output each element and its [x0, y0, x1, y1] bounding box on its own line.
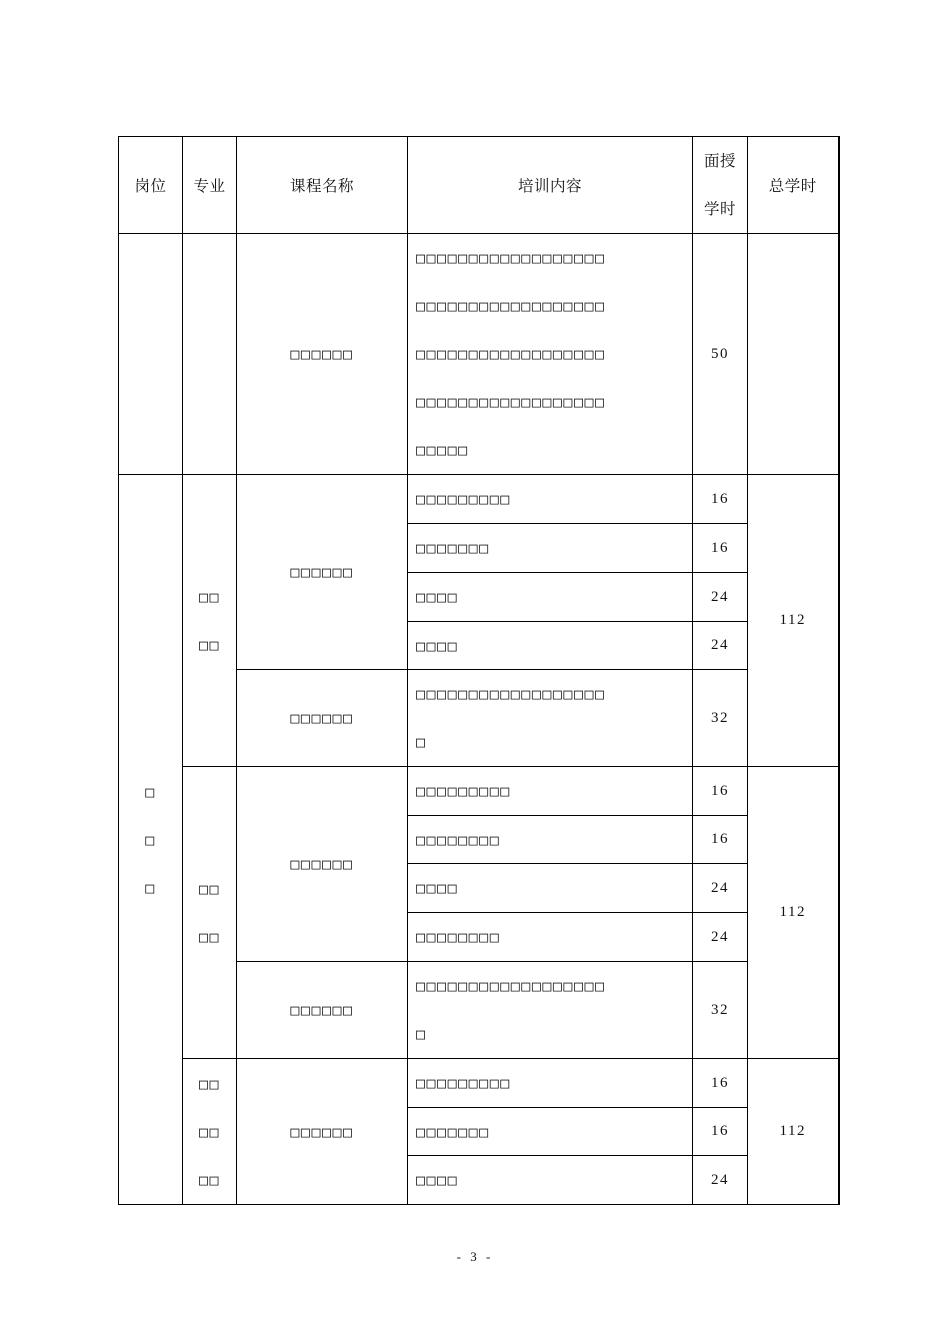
content-cell: [408, 234, 693, 475]
content-cell: □□□□□□□□: [408, 816, 693, 864]
header-face-hours-line2: 学时: [703, 200, 736, 218]
content-cell: □□□□□□□□: [408, 913, 693, 962]
content-line: □□□□□□□□□□□□□□□□□□: [416, 685, 606, 703]
post-char: □: [145, 830, 156, 849]
hours-cell: 16: [693, 816, 748, 864]
course-name-cell: □□□□□□: [237, 962, 408, 1059]
post-char: □: [145, 782, 156, 801]
major-cell: [183, 767, 237, 1059]
page-number: - 3 -: [456, 1249, 494, 1264]
content-cell: □□□□: [408, 1156, 693, 1205]
table-row: [119, 767, 839, 816]
header-face-hours-line1: 面授: [703, 152, 736, 170]
header-course-name: 课程名称: [237, 137, 408, 234]
hours-cell: 16: [693, 1108, 748, 1156]
major-line: □□: [198, 635, 221, 654]
hours-cell: 24: [693, 1156, 748, 1205]
total-hours-cell: 112: [748, 767, 839, 1059]
content-line: □□□□□: [416, 441, 469, 459]
post-cell-empty: [119, 234, 183, 475]
major-line: □□: [198, 927, 221, 946]
major-cell-empty: [183, 234, 237, 475]
major-line: □□: [198, 1170, 221, 1189]
post-cell: [119, 475, 183, 1205]
hours-cell: 50: [693, 234, 748, 475]
content-cell: □□□□□□□□□: [408, 767, 693, 816]
course-name-cell: □□□□□□: [237, 475, 408, 670]
total-cell-empty: [748, 234, 839, 475]
content-cell: □□□□□□□: [408, 524, 693, 573]
header-major: 专业: [183, 137, 237, 234]
table-header-row: [119, 137, 839, 234]
hours-cell: 16: [693, 767, 748, 816]
training-schedule-table: [118, 136, 840, 1205]
hours-cell: 24: [693, 864, 748, 913]
major-line: □□: [198, 1074, 221, 1093]
hours-cell: 32: [693, 962, 748, 1059]
content-line: □□□□□□□□□□□□□□□□□□: [416, 345, 606, 363]
content-cell: □□□□□□□□□: [408, 475, 693, 524]
header-face-hours: [693, 137, 748, 234]
major-line: □□: [198, 879, 221, 898]
content-cell: [408, 670, 693, 767]
hours-cell: 24: [693, 913, 748, 962]
course-name-cell: □□□□□□: [237, 767, 408, 962]
total-hours-cell: 112: [748, 1059, 839, 1205]
content-cell: □□□□□□□□□: [408, 1059, 693, 1108]
header-total-hours: 总学时: [748, 137, 839, 234]
total-hours-cell: 112: [748, 475, 839, 767]
content-cell: □□□□: [408, 864, 693, 913]
hours-cell: 24: [693, 573, 748, 622]
major-line: □□: [198, 587, 221, 606]
major-cell: [183, 475, 237, 767]
content-line: □: [416, 1025, 427, 1043]
content-cell: □□□□: [408, 573, 693, 622]
major-cell: [183, 1059, 237, 1205]
hours-cell: 16: [693, 475, 748, 524]
table-row: [119, 1059, 839, 1108]
hours-cell: 16: [693, 524, 748, 573]
content-line: □□□□□□□□□□□□□□□□□□: [416, 977, 606, 995]
content-line: □□□□□□□□□□□□□□□□□□: [416, 249, 606, 267]
header-content: 培训内容: [408, 137, 693, 234]
table-row: [119, 234, 839, 475]
course-name-cell: □□□□□□: [237, 670, 408, 767]
post-char: □: [145, 878, 156, 897]
table-row: [119, 475, 839, 524]
hours-cell: 32: [693, 670, 748, 767]
major-line: □□: [198, 1122, 221, 1141]
hours-cell: 16: [693, 1059, 748, 1108]
course-name-cell: □□□□□□: [237, 234, 408, 475]
content-line: □□□□□□□□□□□□□□□□□□: [416, 297, 606, 315]
content-cell: □□□□□□□: [408, 1108, 693, 1156]
hours-cell: 24: [693, 622, 748, 670]
content-cell: [408, 962, 693, 1059]
header-post: 岗位: [119, 137, 183, 234]
course-name-cell: □□□□□□: [237, 1059, 408, 1205]
content-line: □: [416, 733, 427, 751]
content-line: □□□□□□□□□□□□□□□□□□: [416, 393, 606, 411]
content-cell: □□□□: [408, 622, 693, 670]
